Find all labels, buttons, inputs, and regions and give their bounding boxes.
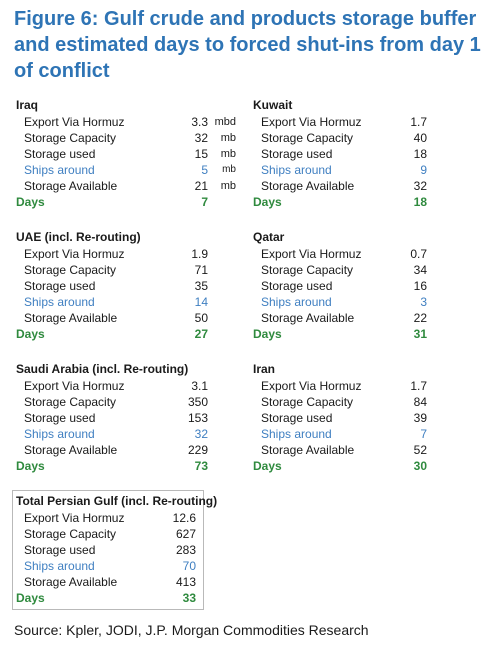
row-label: Storage Available bbox=[261, 179, 355, 193]
table-row bbox=[16, 178, 246, 194]
row-value: 283 bbox=[175, 543, 196, 557]
row-value: 3.3 bbox=[191, 115, 208, 129]
row-label: Export Via Hormuz bbox=[261, 379, 362, 393]
saudi-arabia-block bbox=[16, 362, 246, 477]
table-row bbox=[16, 442, 246, 458]
kuwait-block bbox=[253, 98, 433, 213]
table-row bbox=[253, 130, 433, 146]
row-value: 32 bbox=[194, 131, 208, 145]
row-unit: mb bbox=[220, 132, 236, 144]
table-row bbox=[253, 114, 433, 130]
table-row bbox=[253, 458, 433, 474]
row-label: Storage Available bbox=[261, 311, 355, 325]
table-row bbox=[16, 114, 246, 130]
row-label: Export Via Hormuz bbox=[261, 115, 362, 129]
row-value: 35 bbox=[194, 279, 208, 293]
table-row bbox=[253, 294, 433, 310]
row-label: Export Via Hormuz bbox=[24, 379, 125, 393]
row-label: Storage used bbox=[24, 411, 96, 425]
row-value: 9 bbox=[420, 163, 427, 177]
table-row bbox=[16, 378, 246, 394]
table-row bbox=[16, 130, 246, 146]
table-row bbox=[253, 194, 433, 210]
row-label: Ships around bbox=[261, 163, 332, 177]
table-row bbox=[253, 178, 433, 194]
row-label: Days bbox=[16, 591, 45, 605]
row-value: 71 bbox=[194, 263, 208, 277]
table-row bbox=[16, 558, 202, 574]
row-value: 3.1 bbox=[191, 379, 208, 393]
block-heading: Iran bbox=[253, 362, 276, 376]
row-value: 84 bbox=[413, 395, 427, 409]
table-row bbox=[253, 262, 433, 278]
row-value: 30 bbox=[413, 459, 427, 473]
row-value: 627 bbox=[175, 527, 196, 541]
table-row bbox=[253, 326, 433, 342]
row-label: Storage used bbox=[261, 147, 333, 161]
row-label: Ships around bbox=[24, 295, 95, 309]
row-value: 5 bbox=[201, 163, 208, 177]
row-value: 229 bbox=[187, 443, 208, 457]
row-label: Storage Capacity bbox=[24, 263, 117, 277]
table-row bbox=[16, 146, 246, 162]
row-label: Ships around bbox=[24, 163, 95, 177]
row-label: Ships around bbox=[261, 427, 332, 441]
row-label: Storage Available bbox=[24, 311, 118, 325]
row-value: 413 bbox=[175, 575, 196, 589]
row-label: Export Via Hormuz bbox=[24, 247, 125, 261]
row-value: 18 bbox=[413, 195, 427, 209]
row-label: Storage used bbox=[261, 411, 333, 425]
row-label: Ships around bbox=[24, 427, 95, 441]
row-value: 32 bbox=[413, 179, 427, 193]
figure-title: Figure 6: Gulf crude and products storage buffer and estimated days to forced shut-ins from day 1 of conflict bbox=[14, 8, 481, 82]
row-label: Storage Capacity bbox=[261, 263, 354, 277]
row-value: 14 bbox=[194, 295, 208, 309]
row-label: Storage Capacity bbox=[24, 131, 117, 145]
row-value: 7 bbox=[201, 195, 208, 209]
row-value: 153 bbox=[187, 411, 208, 425]
table-row bbox=[253, 162, 433, 178]
row-label: Storage used bbox=[261, 279, 333, 293]
block-heading: Qatar bbox=[253, 230, 285, 244]
row-label: Export Via Hormuz bbox=[24, 511, 125, 525]
table-row bbox=[253, 378, 433, 394]
row-value: 52 bbox=[413, 443, 427, 457]
total-persian-gulf-block bbox=[16, 494, 218, 609]
row-unit: mb bbox=[220, 180, 236, 192]
row-value: 39 bbox=[413, 411, 427, 425]
table-row bbox=[253, 246, 433, 262]
row-value: 16 bbox=[413, 279, 427, 293]
row-value: 350 bbox=[187, 395, 208, 409]
row-label: Storage used bbox=[24, 279, 96, 293]
row-value: 73 bbox=[194, 459, 208, 473]
row-label: Days bbox=[16, 195, 45, 209]
block-heading: Total Persian Gulf (incl. Re-routing) bbox=[16, 494, 218, 508]
row-value: 1.7 bbox=[410, 115, 427, 129]
table-row bbox=[16, 246, 246, 262]
table-row bbox=[16, 426, 246, 442]
table-row bbox=[16, 262, 246, 278]
row-value: 15 bbox=[194, 147, 208, 161]
row-value: 1.9 bbox=[191, 247, 208, 261]
row-label: Export Via Hormuz bbox=[261, 247, 362, 261]
table-row bbox=[16, 294, 246, 310]
row-unit: mb bbox=[222, 164, 236, 175]
row-label: Days bbox=[253, 195, 282, 209]
row-label: Storage used bbox=[24, 543, 96, 557]
row-value: 3 bbox=[420, 295, 427, 309]
row-label: Storage Capacity bbox=[261, 131, 354, 145]
row-label: Days bbox=[253, 459, 282, 473]
row-unit: mbd bbox=[214, 116, 236, 128]
table-row bbox=[253, 310, 433, 326]
row-label: Storage Available bbox=[24, 179, 118, 193]
block-heading: Kuwait bbox=[253, 98, 293, 112]
table-row bbox=[253, 394, 433, 410]
iraq-block bbox=[16, 98, 246, 213]
row-label: Storage Available bbox=[24, 575, 118, 589]
row-value: 27 bbox=[194, 327, 208, 341]
block-heading: Iraq bbox=[16, 98, 39, 112]
row-value: 18 bbox=[413, 147, 427, 161]
table-row bbox=[253, 146, 433, 162]
row-value: 50 bbox=[194, 311, 208, 325]
row-unit: mb bbox=[220, 148, 236, 160]
row-label: Storage used bbox=[24, 147, 96, 161]
row-value: 1.7 bbox=[410, 379, 427, 393]
uae-block bbox=[16, 230, 246, 345]
table-row bbox=[16, 410, 246, 426]
row-value: 12.6 bbox=[172, 511, 196, 525]
row-value: 21 bbox=[194, 179, 208, 193]
table-row bbox=[16, 574, 202, 590]
source-note: Source: Kpler, JODI, J.P. Morgan Commodities Research bbox=[14, 622, 369, 638]
row-value: 40 bbox=[413, 131, 427, 145]
row-label: Storage Capacity bbox=[24, 527, 117, 541]
row-label: Days bbox=[253, 327, 282, 341]
row-value: 31 bbox=[413, 327, 427, 341]
row-label: Days bbox=[16, 327, 45, 341]
row-value: 7 bbox=[420, 427, 427, 441]
row-label: Days bbox=[16, 459, 45, 473]
block-heading: UAE (incl. Re-routing) bbox=[16, 230, 141, 244]
table-row bbox=[253, 426, 433, 442]
table-row bbox=[16, 590, 202, 606]
table-row bbox=[16, 194, 246, 210]
row-label: Storage Available bbox=[261, 443, 355, 457]
table-row bbox=[253, 278, 433, 294]
row-value: 0.7 bbox=[410, 247, 427, 261]
table-row bbox=[253, 410, 433, 426]
row-value: 34 bbox=[413, 263, 427, 277]
row-label: Storage Available bbox=[24, 443, 118, 457]
table-row bbox=[16, 510, 202, 526]
table-row bbox=[253, 442, 433, 458]
row-label: Storage Capacity bbox=[24, 395, 117, 409]
row-label: Ships around bbox=[261, 295, 332, 309]
row-value: 32 bbox=[194, 427, 208, 441]
table-row bbox=[16, 394, 246, 410]
row-value: 22 bbox=[413, 311, 427, 325]
table-row bbox=[16, 542, 202, 558]
row-label: Ships around bbox=[24, 559, 95, 573]
table-row bbox=[16, 326, 246, 342]
row-label: Export Via Hormuz bbox=[24, 115, 125, 129]
table-row bbox=[16, 162, 246, 178]
qatar-block bbox=[253, 230, 433, 345]
row-value: 70 bbox=[182, 559, 196, 573]
table-row bbox=[16, 458, 246, 474]
block-heading: Saudi Arabia (incl. Re-routing) bbox=[16, 362, 189, 376]
row-label: Storage Capacity bbox=[261, 395, 354, 409]
iran-block bbox=[253, 362, 433, 477]
table-row bbox=[16, 310, 246, 326]
table-row bbox=[16, 526, 202, 542]
table-row bbox=[16, 278, 246, 294]
row-value: 33 bbox=[182, 591, 196, 605]
